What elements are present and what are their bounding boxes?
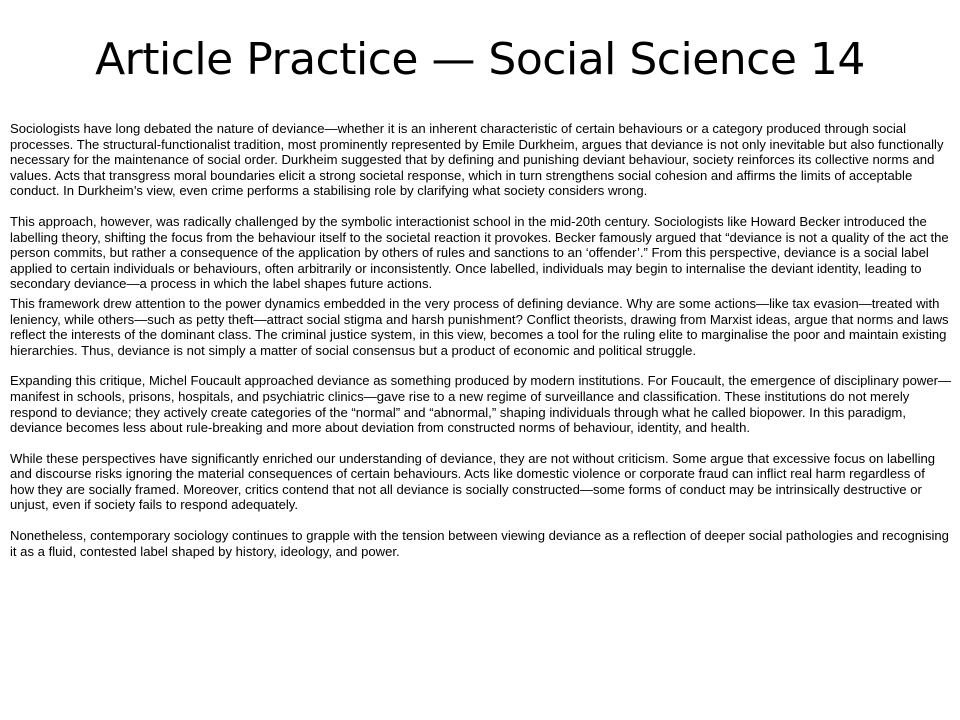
paragraph-conflict-theory: This framework drew attention to the power dynamics embedded in the very process of defining deviance. Why are some actions—like tax evasion—treated with leniency, while others—such as petty theft—attract social stigma and harsh punishment? Conflict theorists, drawing from Marxist ideas, argue that norms and laws reflect the interests of the dominant class. The criminal justice system, in this view, becomes a tool for the ruling elite to marginalise the poor and maintain existing hierarchies. Thus, deviance is not simply a matter of social consensus but a product of economic and political struggle. [10,295,949,358]
paragraph-labelling-theory: This approach, however, was radically challenged by the symbolic interactionist school in the mid-20th century. Sociologists like Howard Becker introduced the labelling theory, shifting the focus from the behaviour itself to the societal reaction it provokes. Becker famously argued that “deviance is not a quality of the act the person commits, but rather a consequence of the application by others of rules and sanctions to an ‘offender’.” From this perspective, deviance is a social label applied to certain individuals or behaviours, often arbitrarily or inconsistently. Once labelled, individuals may begin to internalise the deviant identity, leading to secondary deviance—a process in which the label shapes future actions. [10,213,949,292]
article-body [10,121,952,559]
paragraph-conclusion: Nonetheless, contemporary sociology continues to grapple with the tension between viewing deviance as a reflection of deeper social pathologies and recognising it as a fluid, contested label shaped by history, ideology, and power. [10,528,949,559]
paragraph-criticism: While these perspectives have significantly enriched our understanding of deviance, they are not without criticism. Some argue that excessive focus on labelling and discourse risks ignoring the material consequences of certain behaviours. Acts like domestic violence or corporate fraud can inflict real harm regardless of how they are socially framed. Moreover, critics contend that not all deviance is socially constructed—some forms of conduct may be intrinsically destructive or unjust, even if society fails to respond adequately. [10,450,936,513]
paragraph-durkheim: Sociologists have long debated the nature of deviance—whether it is an inherent characteristic of certain behaviours or a category produced through social processes. The structural-functionalist tradition, most prominently represented by Emile Durkheim, argues that deviance is not only inevitable but also functionally necessary for the maintenance of social order. Durkheim suggested that by defining and punishing deviant behaviour, society reinforces its collective norms and values. Acts that transgress moral boundaries elicit a strong societal response, which in turn strengthens social cohesion and affirms the limits of acceptable conduct. In Durkheim’s view, even crime performs a stabilising role by clarifying what society considers wrong. [10,121,944,199]
paragraph-foucault: Expanding this critique, Michel Foucault approached deviance as something produced by modern institutions. For Foucault, the emergence of disciplinary power—manifest in schools, prisons, hospitals, and psychiatric clinics—gave rise to a new regime of surveillance and classification. These institutions do not merely respond to deviance; they actively create categories of the “normal” and “abnormal,” shaping individuals through what he called biopower. In this paradigm, deviance becomes less about rule-breaking and more about deviation from constructed norms of behaviour, identity, and health. [10,373,952,436]
page-title: Article Practice — Social Science 14 [95,34,865,85]
